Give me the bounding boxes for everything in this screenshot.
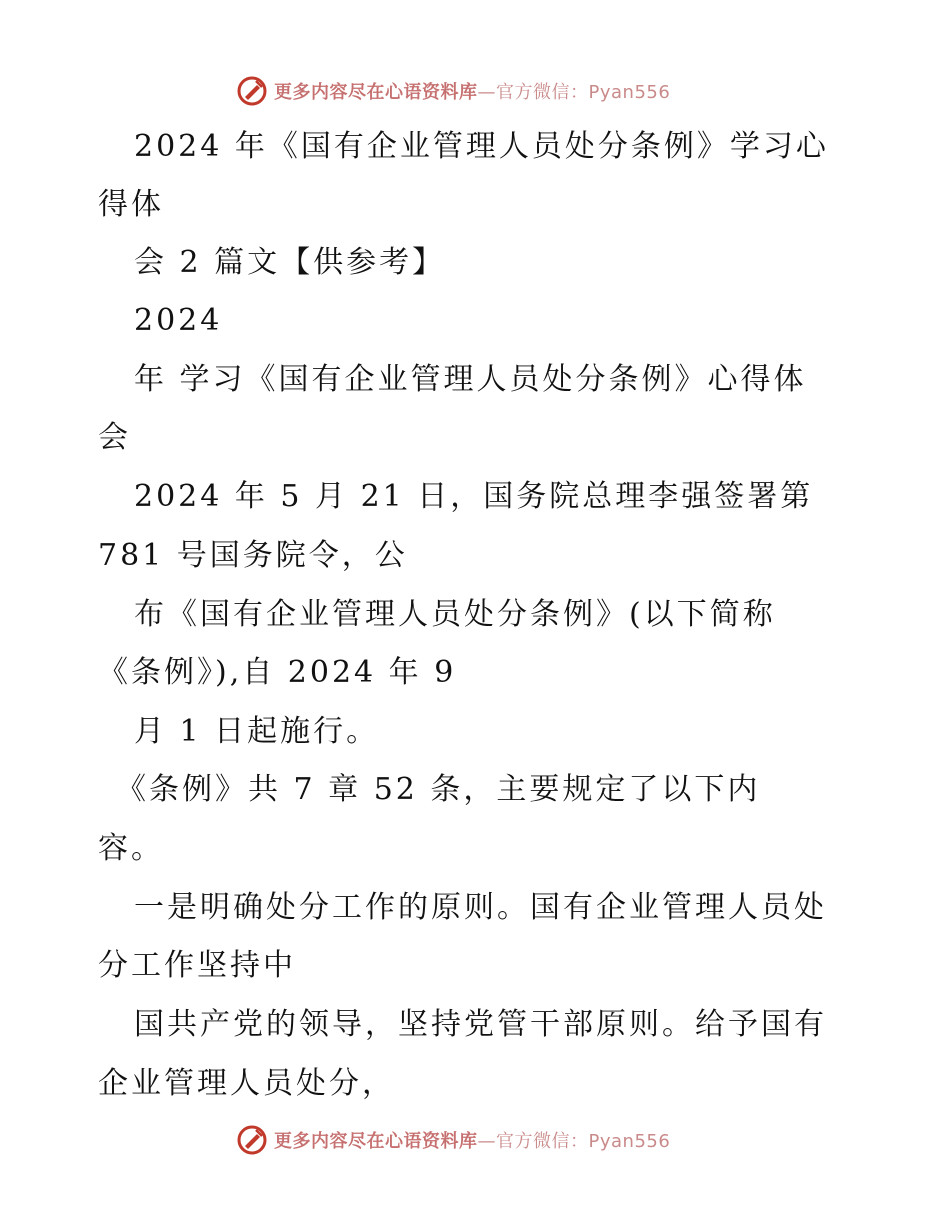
doc-line-9: 布《国有企业管理人员处分条例》(以下简称	[134, 597, 776, 632]
doc-line-6: 会	[98, 420, 131, 455]
watermark-text	[274, 1127, 670, 1153]
doc-line-4: 2024	[134, 303, 223, 338]
doc-line-5: 年 学习《国有企业管理人员处分条例》心得体	[134, 362, 807, 397]
watermark-contact: 官方微信：Pyan556	[496, 82, 671, 103]
doc-line-17: 企业管理人员处分，	[98, 1066, 395, 1101]
header-watermark	[236, 74, 670, 108]
logo-icon	[236, 75, 268, 107]
doc-line-14: 一是明确处分工作的原则。国有企业管理人员处	[134, 890, 827, 925]
watermark-text	[274, 78, 670, 104]
watermark-dash: —	[477, 82, 496, 103]
doc-line-2: 得体	[98, 187, 164, 222]
doc-line-3: 会 2 篇文【供参考】	[134, 245, 446, 280]
watermark-contact: 官方微信：Pyan556	[496, 1131, 671, 1152]
watermark-brand: 更多内容尽在心语资料库	[274, 82, 478, 103]
doc-line-15: 分工作坚持中	[98, 948, 296, 983]
watermark-dash: —	[477, 1131, 496, 1152]
doc-line-10: 《条例》),自 2024 年 9	[98, 655, 457, 690]
doc-line-1: 2024 年《国有企业管理人员处分条例》学习心	[134, 129, 829, 164]
doc-line-11: 月 1 日起施行。	[134, 714, 380, 749]
logo-icon	[236, 1124, 268, 1156]
doc-line-12: 《条例》共 7 章 52 条，主要规定了以下内	[116, 772, 761, 807]
doc-line-13: 容。	[98, 831, 164, 866]
watermark-brand: 更多内容尽在心语资料库	[274, 1131, 478, 1152]
doc-line-8: 781 号国务院令，公	[98, 538, 408, 573]
footer-watermark	[236, 1123, 670, 1157]
doc-line-7: 2024 年 5 月 21 日，国务院总理李强签署第	[134, 479, 814, 514]
doc-line-16: 国共产党的领导，坚持党管干部原则。给予国有	[134, 1007, 827, 1042]
